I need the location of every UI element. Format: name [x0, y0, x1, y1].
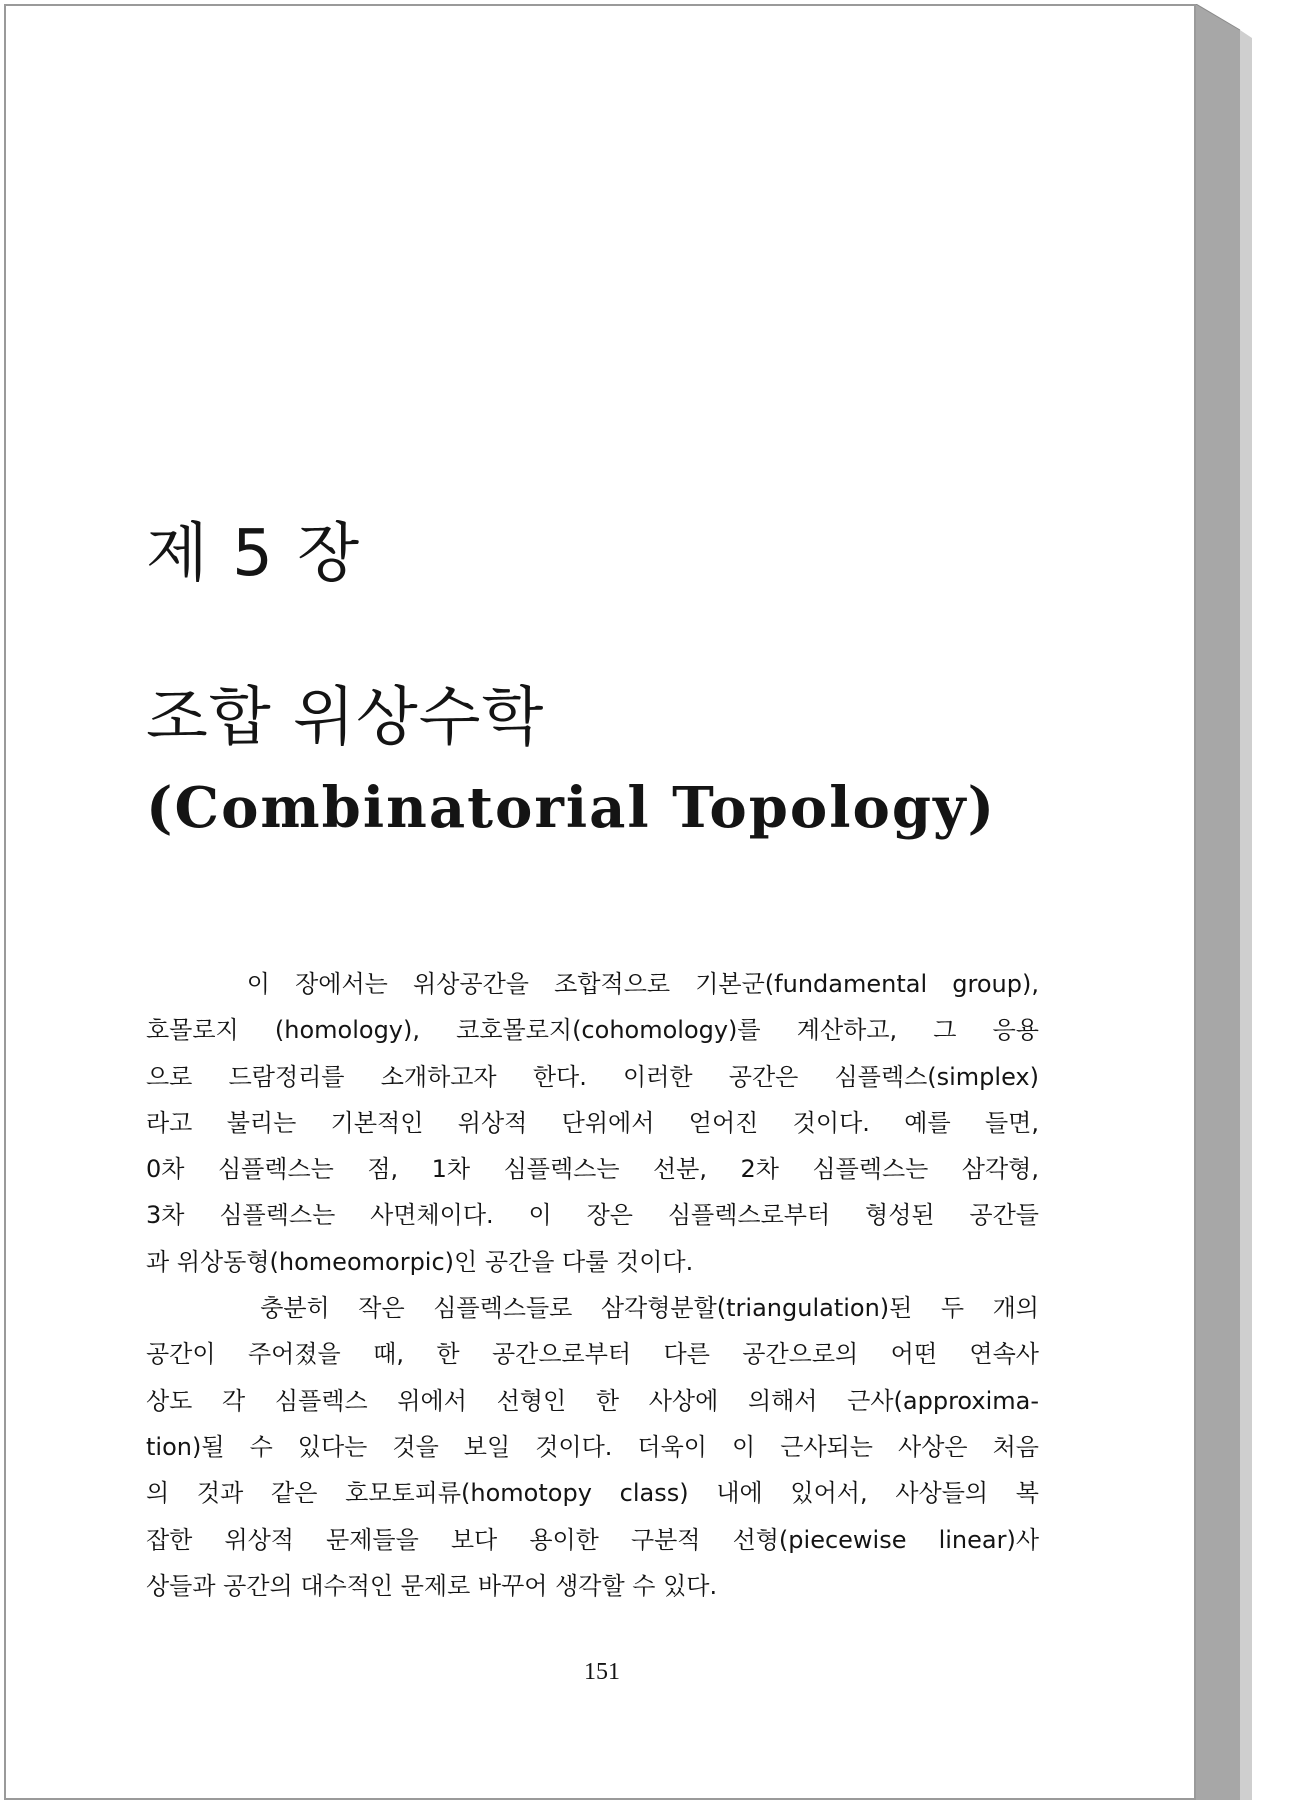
chapter-title-english: (Combinatorial Topology) [146, 775, 997, 841]
text-line: 잡한 위상적 문제들을 보다 용이한 구분적 선형(piecewise linear)사 [146, 1525, 1039, 1554]
chapter-title-korean: 조합 위상수학 [146, 681, 545, 755]
chapter-number: 제 5 장 [146, 517, 362, 591]
chapter-intro-text [146, 961, 1039, 1609]
text-line: 으로 드람정리를 소개하고자 한다. 이러한 공간은 심플렉스(simplex) [146, 1062, 1039, 1091]
book-page [4, 4, 1196, 1800]
text-line: tion)될 수 있다는 것을 보일 것이다. 더욱이 이 근사되는 사상은 처음 [146, 1432, 1039, 1461]
paragraph-2 [146, 1285, 1039, 1609]
text-line: 의 것과 같은 호모토피류(homotopy class) 내에 있어서, 사상들의 복 [146, 1479, 1039, 1508]
book-page-edge [1196, 4, 1256, 1800]
text-line: 라고 불리는 기본적인 위상적 단위에서 얻어진 것이다. 예를 들면, [146, 1108, 1039, 1137]
text-line: 공간이 주어졌을 때, 한 공간으로부터 다른 공간으로의 어떤 연속사 [146, 1340, 1039, 1369]
text-line: 과 위상동형(homeomorpic)인 공간을 다룰 것이다. [146, 1247, 694, 1276]
text-line: 0차 심플렉스는 점, 1차 심플렉스는 선분, 2차 심플렉스는 삼각형, [146, 1155, 1039, 1184]
paragraph-1 [146, 961, 1039, 1285]
text-line: 호몰로지 (homology), 코호몰로지(cohomology)를 계산하고, 그 응용 [146, 1016, 1039, 1045]
text-line: 이 장에서는 위상공간을 조합적으로 기본군(fundamental group), [146, 970, 1039, 998]
page-number: 151 [584, 1659, 620, 1685]
text-line: 상도 각 심플렉스 위에서 선형인 한 사상에 의해서 근사(approxima- [146, 1386, 1039, 1415]
text-line: 3차 심플렉스는 사면체이다. 이 장은 심플렉스로부터 형성된 공간들 [146, 1201, 1039, 1230]
text-line: 상들과 공간의 대수적인 문제로 바꾸어 생각할 수 있다. [146, 1571, 718, 1600]
text-line: 충분히 작은 심플렉스들로 삼각형분할(triangulation)된 두 개의 [146, 1294, 1039, 1323]
